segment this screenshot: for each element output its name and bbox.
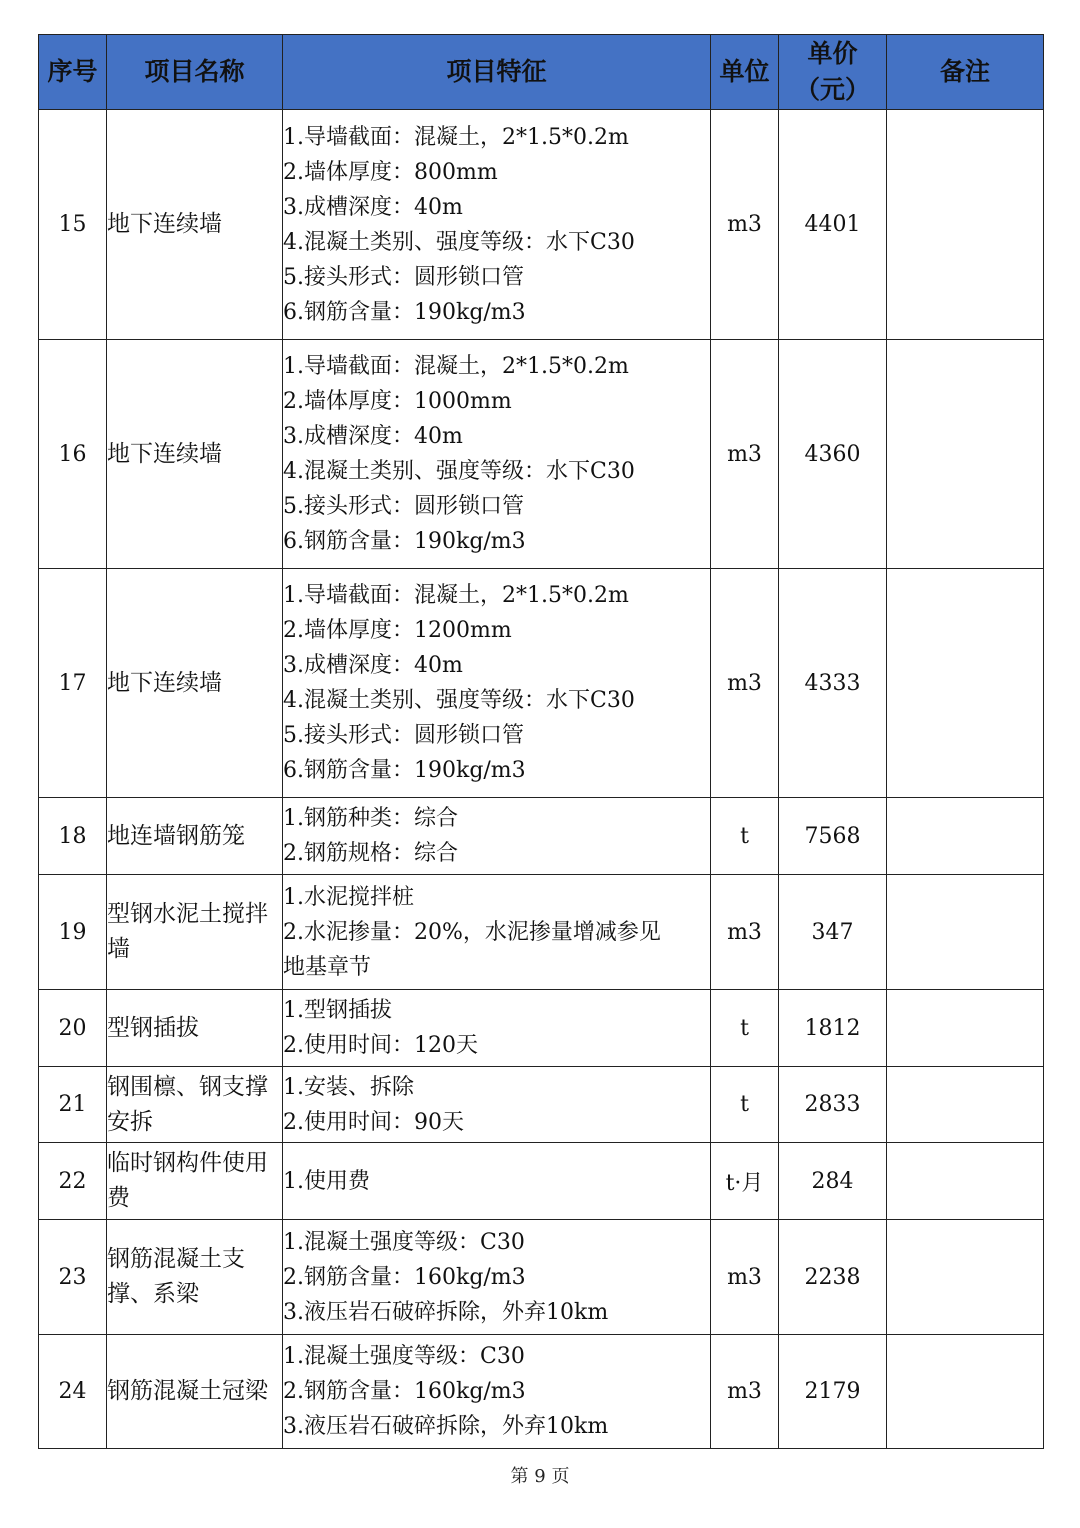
row-remark	[887, 569, 1044, 798]
row-name: 地下连续墙	[107, 340, 283, 569]
row-price: 2238	[779, 1220, 887, 1335]
row-remark	[887, 875, 1044, 990]
row-remark	[887, 1143, 1044, 1220]
feature-line: 地基章节	[283, 954, 372, 980]
row-seq: 20	[39, 990, 107, 1067]
feature-line: 2.水泥掺量：20%，水泥掺量增减参见	[283, 919, 661, 945]
feature-line: 6.钢筋含量：190kg/m3	[283, 758, 526, 783]
row-price: 2833	[779, 1067, 887, 1143]
feature-line: 2.使用时间：90天	[283, 1109, 464, 1135]
feature-line: 2.墙体厚度：800mm	[283, 159, 498, 185]
feature-line: 1.导墙截面：混凝土，2*1.5*0.2m	[283, 354, 629, 379]
feature-line: 1.型钢插拔	[283, 998, 392, 1023]
table-row	[39, 1143, 1044, 1220]
row-name: 地连墙钢筋笼	[107, 798, 283, 875]
feature-line: 6.钢筋含量：190kg/m3	[283, 299, 526, 325]
row-remark	[887, 1335, 1044, 1449]
header-unit: 单位	[711, 35, 779, 110]
table-row	[39, 798, 1044, 875]
feature-line: 3.成槽深度：40m	[283, 194, 463, 220]
table-body	[39, 110, 1044, 1449]
feature-line: 1.导墙截面：混凝土，2*1.5*0.2m	[283, 124, 629, 150]
table-row	[39, 875, 1044, 990]
row-remark	[887, 1067, 1044, 1143]
feature-line: 2.钢筋含量：160kg/m3	[283, 1379, 526, 1404]
feature-line: 1.钢筋种类：综合	[283, 806, 458, 831]
row-features	[283, 340, 711, 569]
feature-line: 2.墙体厚度：1000mm	[283, 389, 512, 414]
table-header-row	[39, 35, 1044, 110]
row-name: 临时钢构件使用费	[107, 1143, 283, 1220]
row-name: 地下连续墙	[107, 110, 283, 340]
row-features	[283, 1143, 711, 1220]
row-price: 2179	[779, 1335, 887, 1449]
feature-line: 3.成槽深度：40m	[283, 653, 463, 678]
feature-line: 3.液压岩石破碎拆除，外弃10km	[283, 1414, 609, 1439]
table-row	[39, 569, 1044, 798]
header-price-line2: （元）	[794, 75, 870, 104]
table-row	[39, 1335, 1044, 1449]
row-features	[283, 1335, 711, 1449]
row-unit: m3	[711, 875, 779, 990]
feature-line: 2.钢筋含量：160kg/m3	[283, 1264, 526, 1290]
feature-line: 1.安装、拆除	[283, 1074, 414, 1100]
feature-line: 1.混凝土强度等级：C30	[283, 1229, 525, 1255]
row-features	[283, 110, 711, 340]
row-features	[283, 1220, 711, 1335]
row-unit: t	[711, 1067, 779, 1143]
header-seq: 序号	[39, 35, 107, 110]
row-seq: 22	[39, 1143, 107, 1220]
row-features	[283, 798, 711, 875]
table-row	[39, 340, 1044, 569]
row-seq: 15	[39, 110, 107, 340]
header-name: 项目名称	[107, 35, 283, 110]
row-unit: t·月	[711, 1143, 779, 1220]
feature-line: 5.接头形式：圆形锁口管	[283, 723, 524, 748]
row-price: 4333	[779, 569, 887, 798]
feature-line: 1.导墙截面：混凝土，2*1.5*0.2m	[283, 583, 629, 608]
row-name: 型钢水泥土搅拌墙	[107, 875, 283, 990]
row-price: 1812	[779, 990, 887, 1067]
row-name: 型钢插拔	[107, 990, 283, 1067]
row-remark	[887, 1220, 1044, 1335]
feature-line: 2.使用时间：120天	[283, 1033, 478, 1058]
table-row	[39, 110, 1044, 340]
row-unit: m3	[711, 569, 779, 798]
header-price-line1: 单价	[807, 39, 858, 68]
feature-line: 2.墙体厚度：1200mm	[283, 618, 512, 643]
feature-line: 1.混凝土强度等级：C30	[283, 1344, 525, 1369]
header-features: 项目特征	[283, 35, 711, 110]
feature-line: 4.混凝土类别、强度等级：水下C30	[283, 229, 635, 255]
feature-line: 1.水泥搅拌桩	[283, 884, 414, 910]
row-name: 钢筋混凝土冠梁	[107, 1335, 283, 1449]
row-price: 4401	[779, 110, 887, 340]
row-unit: m3	[711, 340, 779, 569]
row-price: 347	[779, 875, 887, 990]
row-remark	[887, 110, 1044, 340]
row-features	[283, 569, 711, 798]
feature-line: 1.使用费	[283, 1168, 370, 1194]
row-name: 地下连续墙	[107, 569, 283, 798]
feature-line: 4.混凝土类别、强度等级：水下C30	[283, 688, 635, 713]
row-name: 钢筋混凝土支撑、系梁	[107, 1220, 283, 1335]
row-seq: 19	[39, 875, 107, 990]
table-row	[39, 1220, 1044, 1335]
feature-line: 3.液压岩石破碎拆除，外弃10km	[283, 1299, 609, 1325]
feature-line: 5.接头形式：圆形锁口管	[283, 264, 524, 290]
row-seq: 23	[39, 1220, 107, 1335]
row-features	[283, 875, 711, 990]
feature-line: 4.混凝土类别、强度等级：水下C30	[283, 459, 635, 484]
row-seq: 17	[39, 569, 107, 798]
row-seq: 21	[39, 1067, 107, 1143]
price-table	[38, 34, 1044, 1449]
table-row	[39, 1067, 1044, 1143]
row-price: 4360	[779, 340, 887, 569]
header-remark: 备注	[887, 35, 1044, 110]
row-unit: m3	[711, 1220, 779, 1335]
row-price: 7568	[779, 798, 887, 875]
feature-line: 3.成槽深度：40m	[283, 424, 463, 449]
row-remark	[887, 798, 1044, 875]
row-unit: t	[711, 798, 779, 875]
row-seq: 18	[39, 798, 107, 875]
row-seq: 16	[39, 340, 107, 569]
row-price: 284	[779, 1143, 887, 1220]
feature-line: 2.钢筋规格：综合	[283, 841, 458, 866]
row-remark	[887, 990, 1044, 1067]
row-unit: m3	[711, 1335, 779, 1449]
feature-line: 5.接头形式：圆形锁口管	[283, 494, 524, 519]
table-row	[39, 990, 1044, 1067]
row-seq: 24	[39, 1335, 107, 1449]
row-name: 钢围檩、钢支撑安拆	[107, 1067, 283, 1143]
header-price	[779, 35, 887, 110]
row-remark	[887, 340, 1044, 569]
row-unit: t	[711, 990, 779, 1067]
row-features	[283, 1067, 711, 1143]
feature-line: 6.钢筋含量：190kg/m3	[283, 529, 526, 554]
row-features	[283, 990, 711, 1067]
row-unit: m3	[711, 110, 779, 340]
page-number: 第 9 页	[510, 1466, 570, 1487]
